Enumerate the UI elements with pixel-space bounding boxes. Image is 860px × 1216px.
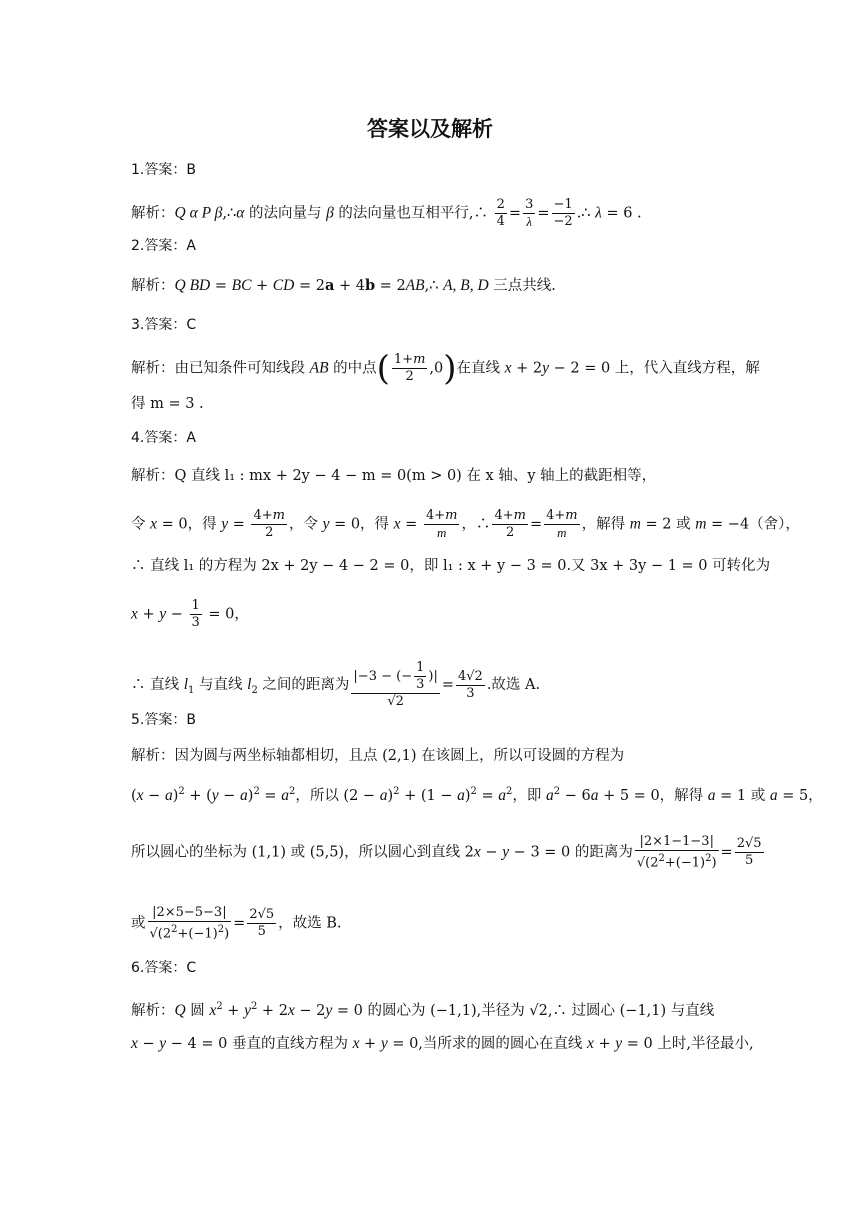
answer-3: 3.答案：C [131, 317, 197, 333]
page-title: 答案以及解析 [367, 117, 493, 141]
explanation-5-line-1: 解析：因为圆与两坐标轴都相切，且点 (2,1) 在该圆上，所以可设圆的方程为 [131, 748, 625, 764]
answer-4: 4.答案：A [131, 430, 196, 446]
explanation-4-line-1: 解析：Q 直线 l₁ : mx + 2y − 4 − m = 0(m > 0) 在 x 轴、y 轴上的截距相等， [131, 468, 657, 484]
answer-5: 5.答案：B [131, 712, 196, 728]
explanation-4-line-5: ∴ 直线 $l_1$ 与直线 $l_2$ 之间的距离为 |−3 − (− $\frac{1}{3}$ )| √2 = $\frac{4√2}{3}$ .故选 A. [131, 660, 541, 709]
explanation-4-line-2: 令 x = 0，得 y = $\frac{4+m}{2}$ ，令 y = 0，得 x = $\frac{4+m}{m}$ ，∴ $\frac{4+m}{2}$ = $\frac{4+m}{m}$ ，解得 m = 2 或 m = −4（舍）， [131, 508, 800, 540]
explanation-5-line-3: 所以圆心的坐标为 (1,1) 或 (5,5)，所以圆心到直线 2x − y − 3 = 0 的距离为 $\frac{|2\times 1-1-3|}{√(2^2+(-1)^2)}$ = $\frac{2√5}{5}$ [131, 834, 762, 871]
explanation-1-line-1: 解析：Q α P β,∴α 的法向量与 β 的法向量也互相平行,∴ $\frac{2}{4}$ = $\frac{3}{\lambda}$ = $\frac{-1}{-2}$ .∴ λ = 6 . [131, 197, 642, 229]
explanation-3-line-1: 解析：由已知条件可知线段 AB 的中点( $\frac{1+m}{2}$ ,0)在直线 x + 2y − 2 = 0 上，代入直线方程，解 [131, 348, 760, 389]
explanation-4-line-3: ∴ 直线 l₁ 的方程为 2x + 2y − 4 − 2 = 0，即 l₁ : x + y − 3 = 0.又 3x + 3y − 1 = 0 可转化为 [131, 558, 771, 574]
explanation-3-line-2: 得 m = 3 . [131, 396, 204, 412]
explanation-5-line-4: 或 $\frac{|2\times 5-5-3|}{√(2^2+(-1)^2)}$ = $\frac{2√5}{5}$ ，故选 B. [131, 905, 342, 942]
explanation-5-line-2: $(x - a)^2 + (y - a)^2 = a^2$，所以 $(2 - a)^2 + (1 - a)^2 = a^2$，即 $a^2 - 6a + 5 = 0$，解得 a = 1 或 a = 5， [131, 786, 823, 804]
answer-1: 1.答案：B [131, 162, 196, 178]
answer-6: 6.答案：C [131, 960, 197, 976]
explanation-6-line-2: x − y − 4 = 0 垂直的直线方程为 x + y = 0,当所求的圆的圆心在直线 x + y = 0 上时,半径最小, [131, 1035, 754, 1052]
explanation-4-line-4: x + y − $\frac{1}{3}$ = 0， [131, 598, 249, 630]
explanation-6-line-1: 解析：Q 圆 $x^2 + y^2 + 2x - 2y = 0$ 的圆心为 (−1,1),半径为 √2,∴ 过圆心 (−1,1) 与直线 [131, 1001, 715, 1019]
answer-2: 2.答案：A [131, 238, 196, 254]
explanation-2-line-1: 解析：Q BD = BC + CD = 2a + 4b = 2AB,∴ A, B, D 三点共线. [131, 277, 556, 294]
